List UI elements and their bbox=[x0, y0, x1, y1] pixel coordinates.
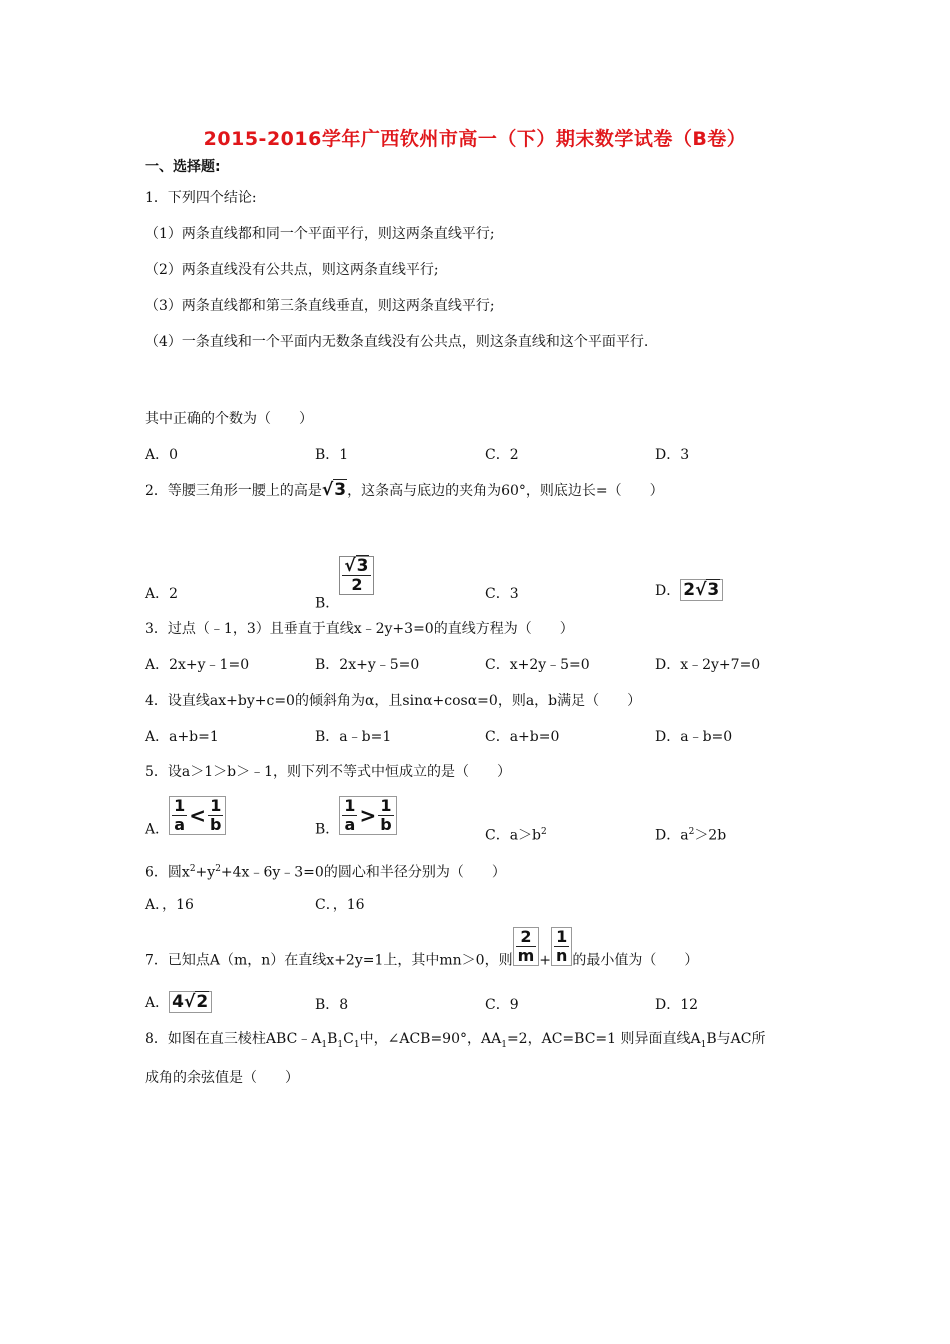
q2-stem bbox=[145, 480, 664, 501]
q5-a-less-than: < bbox=[189, 803, 207, 828]
q5-a-frac-left bbox=[170, 797, 189, 834]
q7-frac-2 bbox=[551, 927, 572, 966]
q4-option-d: D．a﹣b=0 bbox=[655, 729, 733, 745]
q6-stem bbox=[145, 859, 506, 883]
section-heading: 一、选择题: bbox=[145, 159, 221, 175]
q5-option-c-text: C．a＞b bbox=[485, 827, 542, 844]
q8-text-c: C bbox=[343, 1031, 354, 1047]
q2-option-d-expr: 2√3 bbox=[680, 579, 723, 601]
q8-stem-line-1 bbox=[145, 1029, 765, 1055]
q5-option-a-expr bbox=[169, 796, 226, 835]
q5-b-left-num: 1 bbox=[344, 796, 356, 815]
q1-option-c: C．2 bbox=[485, 447, 519, 463]
q2-option-b-label: B． bbox=[315, 595, 340, 612]
q2-option-d-coef: 2 bbox=[683, 580, 696, 600]
q5-option-a-label: A． bbox=[145, 821, 170, 838]
q2-option-b-fraction bbox=[339, 556, 374, 595]
q3-stem: 3．过点（﹣1，3）且垂直于直线x﹣2y+3=0的直线方程为（ ） bbox=[145, 621, 574, 637]
q2-stem-pre: 2．等腰三角形一腰上的高是 bbox=[145, 483, 322, 499]
q4-option-c: C．a+b=0 bbox=[485, 729, 560, 745]
q3-option-c: C．x+2y﹣5=0 bbox=[485, 657, 590, 673]
q8-text-e: =2，AC=BC=1 则异面直线A bbox=[506, 1031, 701, 1047]
q7-stem bbox=[145, 927, 698, 971]
q2-option-d bbox=[655, 580, 723, 601]
q7-option-a-coef: 4 bbox=[172, 992, 184, 1012]
q5-a-left-num: 1 bbox=[174, 796, 186, 815]
q8-sub-aa1: 1 bbox=[501, 1039, 507, 1050]
q4-stem: 4．设直线ax+by+c=0的倾斜角为α，且sinα+cosα=0，则a，b满足（ ） bbox=[145, 693, 642, 709]
q5-option-a bbox=[145, 796, 226, 840]
q5-option-d-text: D．a bbox=[655, 827, 689, 844]
q5-b-right-num: 1 bbox=[378, 797, 393, 816]
q1-option-b: B．1 bbox=[315, 447, 349, 463]
q7-frac-1-num: 2 bbox=[516, 928, 537, 947]
q5-b-greater-than: > bbox=[359, 803, 377, 828]
q5-b-frac-right bbox=[376, 797, 395, 834]
q2-stem-post: ，这条高与底边的夹角为60°，则底边长=（ ） bbox=[347, 483, 664, 499]
q8-sub-c1: 1 bbox=[353, 1039, 360, 1050]
q8-text-f: B与AC所 bbox=[706, 1031, 766, 1047]
q5-stem: 5．设a＞1＞b＞﹣1，则下列不等式中恒成立的是（ ） bbox=[145, 764, 512, 780]
q1-statement-1: （1）两条直线都和同一个平面平行，则这两条直线平行; bbox=[145, 226, 495, 242]
q2-sqrt: √3 bbox=[321, 480, 347, 500]
q2-option-c: C．3 bbox=[485, 586, 519, 602]
q1-question: 其中正确的个数为（ ） bbox=[145, 411, 313, 427]
q2-option-b-radicand: 3 bbox=[356, 556, 369, 576]
q2-option-b-numerator: √3 bbox=[342, 557, 371, 576]
q2-option-b-denominator: 2 bbox=[351, 575, 363, 594]
q7-option-c: C．9 bbox=[485, 997, 519, 1013]
q7-stem-post: 的最小值为（ ） bbox=[572, 952, 699, 969]
q6-stem-pre: 6．圆x bbox=[145, 864, 190, 881]
q8-stem-line-2: 成角的余弦值是（ ） bbox=[145, 1070, 299, 1086]
q6-x-sup: 2 bbox=[189, 864, 196, 874]
q6-option-a: A．，16 bbox=[145, 897, 194, 913]
q3-option-a: A．2x+y﹣1=0 bbox=[145, 657, 250, 673]
q8-sub-a1b: 1 bbox=[700, 1039, 707, 1050]
q2-option-a: A．2 bbox=[145, 586, 179, 602]
q2-option-d-label: D． bbox=[655, 583, 681, 599]
q5-b-right-den: b bbox=[380, 815, 392, 834]
q7-option-a-expr: 4√2 bbox=[169, 991, 212, 1013]
q1-stem: 1．下列四个结论: bbox=[145, 190, 257, 206]
q7-frac-2-num: 1 bbox=[554, 928, 569, 947]
q5-option-c-sup: 2 bbox=[541, 827, 547, 837]
q6-option-c: C．，16 bbox=[315, 897, 365, 913]
q7-stem-pre: 7．已知点A（m，n）在直线x+2y=1上，其中mn＞0，则 bbox=[145, 952, 513, 969]
q7-plus: + bbox=[539, 952, 551, 969]
q7-option-a-label: A． bbox=[145, 995, 170, 1011]
q8-sub-b1: 1 bbox=[337, 1039, 344, 1050]
q5-a-right-den: b bbox=[210, 815, 222, 834]
q5-option-d bbox=[655, 822, 726, 846]
q8-text-b: B bbox=[327, 1031, 338, 1047]
q4-option-a: A．a+b=1 bbox=[145, 729, 219, 745]
q7-frac-1 bbox=[513, 927, 540, 966]
q5-b-frac-left bbox=[340, 797, 359, 834]
q5-option-c bbox=[485, 822, 547, 846]
q5-option-b-expr bbox=[339, 796, 396, 835]
q5-b-left-den: a bbox=[344, 815, 356, 834]
q1-statement-3: （3）两条直线都和第三条直线垂直，则这两条直线平行; bbox=[145, 298, 495, 314]
q1-statement-2: （2）两条直线没有公共点，则这两条直线平行; bbox=[145, 262, 439, 278]
q1-option-a: A．0 bbox=[145, 447, 179, 463]
q5-option-d-sup: 2 bbox=[688, 827, 695, 837]
q7-option-d: D．12 bbox=[655, 997, 699, 1013]
q7-frac-1-den: m bbox=[517, 946, 535, 965]
q5-option-b bbox=[315, 796, 397, 840]
q5-a-frac-right bbox=[206, 797, 225, 834]
q7-option-b: B．8 bbox=[315, 997, 349, 1013]
q7-option-a bbox=[145, 992, 212, 1013]
q8-text-a: 8．如图在直三棱柱ABC﹣A bbox=[145, 1031, 322, 1047]
q7-frac-2-den: n bbox=[556, 946, 568, 965]
q8-sub-a1: 1 bbox=[321, 1039, 328, 1050]
q2-option-b bbox=[315, 556, 374, 614]
exam-title: 2015-2016学年广西钦州市高一（下）期末数学试卷（B卷） bbox=[203, 128, 747, 150]
q3-option-d: D．x﹣2y+7=0 bbox=[655, 657, 761, 673]
q1-option-d: D．3 bbox=[655, 447, 690, 463]
q6-stem-mid: +y bbox=[195, 864, 216, 881]
q2-radicand: 3 bbox=[334, 480, 347, 500]
q6-stem-post: +4x﹣6y﹣3=0的圆心和半径分别为（ ） bbox=[220, 864, 506, 881]
q2-option-d-radicand: 3 bbox=[707, 580, 720, 600]
q6-y-sup: 2 bbox=[215, 864, 221, 874]
q5-a-left-den: a bbox=[174, 815, 186, 834]
q8-text-d: 中，∠ACB=90°，AA bbox=[359, 1031, 502, 1047]
q5-option-d-rest: ＞2b bbox=[694, 827, 727, 844]
q1-statement-4: （4）一条直线和一个平面内无数条直线没有公共点，则这条直线和这个平面平行. bbox=[145, 334, 649, 350]
q7-option-a-radicand: 2 bbox=[196, 992, 209, 1012]
q3-option-b: B．2x+y﹣5=0 bbox=[315, 657, 420, 673]
q4-option-b: B．a﹣b=1 bbox=[315, 729, 392, 745]
q5-option-b-label: B． bbox=[315, 821, 340, 838]
q5-a-right-num: 1 bbox=[208, 797, 223, 816]
